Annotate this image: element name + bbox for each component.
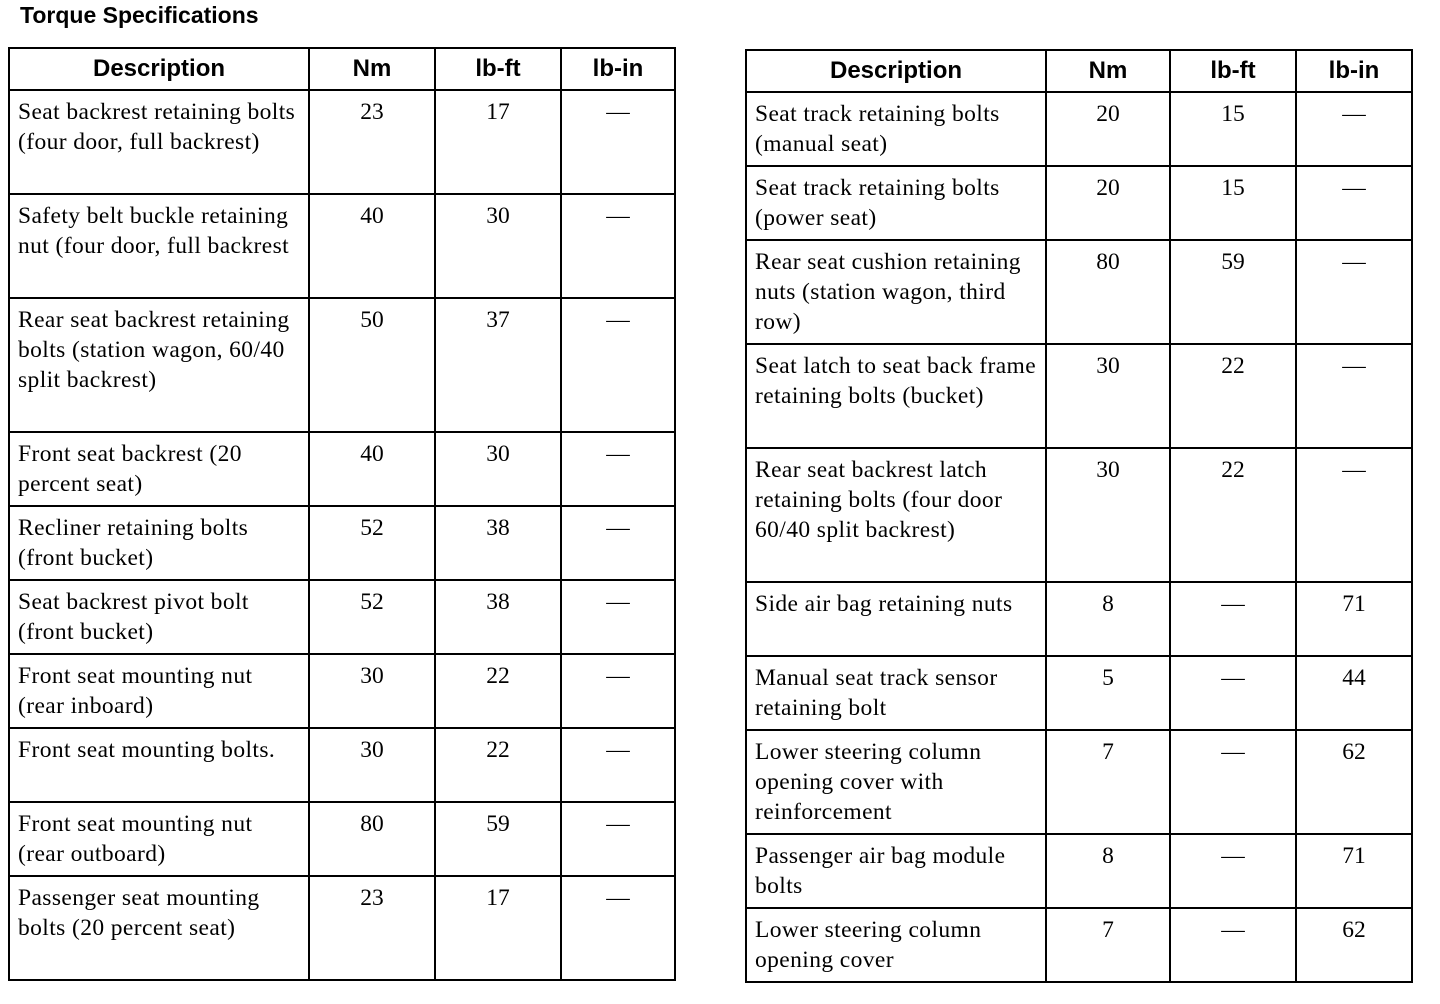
row-description: Lower steering column opening cover <box>746 908 1046 982</box>
header-lb-ft: lb-ft <box>435 48 561 90</box>
row-nm: 30 <box>309 728 435 802</box>
row-description: Rear seat backrest latch retaining bolts (four door 60/40 split backrest) <box>746 448 1046 582</box>
row-lb-in: — <box>561 876 675 980</box>
row-lb-ft: 22 <box>435 728 561 802</box>
row-lb-in: 62 <box>1296 730 1412 834</box>
row-lb-ft: 22 <box>435 654 561 728</box>
table-row <box>746 240 1412 344</box>
table-row <box>746 166 1412 240</box>
table-row <box>746 834 1412 908</box>
row-lb-in: — <box>561 194 675 298</box>
row-lb-in: 62 <box>1296 908 1412 982</box>
row-description: Passenger air bag module bolts <box>746 834 1046 908</box>
header-nm: Nm <box>309 48 435 90</box>
row-nm: 30 <box>1046 448 1170 582</box>
row-description: Seat latch to seat back frame retaining bolts (bucket) <box>746 344 1046 448</box>
row-lb-in: 71 <box>1296 582 1412 656</box>
row-lb-ft: — <box>1170 834 1296 908</box>
row-nm: 7 <box>1046 908 1170 982</box>
table-row <box>746 908 1412 982</box>
row-nm: 80 <box>309 802 435 876</box>
row-lb-ft: — <box>1170 730 1296 834</box>
row-lb-ft: 30 <box>435 432 561 506</box>
row-lb-in: — <box>561 90 675 194</box>
row-description: Safety belt buckle retaining nut (four door, full backrest <box>9 194 309 298</box>
row-lb-in: — <box>561 654 675 728</box>
row-lb-in: 44 <box>1296 656 1412 730</box>
row-nm: 52 <box>309 580 435 654</box>
row-description: Lower steering column opening cover with reinforcement <box>746 730 1046 834</box>
row-lb-ft: 17 <box>435 90 561 194</box>
row-nm: 50 <box>309 298 435 432</box>
row-nm: 80 <box>1046 240 1170 344</box>
table-row <box>746 730 1412 834</box>
row-lb-ft: 30 <box>435 194 561 298</box>
table-row <box>9 298 675 432</box>
header-lb-ft: lb-ft <box>1170 50 1296 92</box>
table-row <box>746 344 1412 448</box>
row-description: Side air bag retaining nuts <box>746 582 1046 656</box>
row-lb-in: — <box>561 506 675 580</box>
row-lb-ft: — <box>1170 656 1296 730</box>
row-lb-ft: 15 <box>1170 166 1296 240</box>
row-lb-ft: 38 <box>435 580 561 654</box>
table-header-row <box>9 48 675 90</box>
header-lb-in: lb-in <box>1296 50 1412 92</box>
row-lb-in: — <box>561 580 675 654</box>
row-lb-ft: 22 <box>1170 448 1296 582</box>
row-lb-ft: 59 <box>435 802 561 876</box>
row-nm: 7 <box>1046 730 1170 834</box>
row-lb-in: — <box>1296 240 1412 344</box>
row-lb-ft: 17 <box>435 876 561 980</box>
row-description: Seat track retaining bolts (power seat) <box>746 166 1046 240</box>
row-nm: 8 <box>1046 582 1170 656</box>
page-title: Torque Specifications <box>20 2 259 28</box>
row-nm: 23 <box>309 876 435 980</box>
header-description: Description <box>9 48 309 90</box>
row-nm: 40 <box>309 194 435 298</box>
row-description: Rear seat cushion retaining nuts (station wagon, third row) <box>746 240 1046 344</box>
row-lb-ft: — <box>1170 908 1296 982</box>
row-nm: 30 <box>309 654 435 728</box>
row-lb-in: — <box>561 298 675 432</box>
table-row <box>746 582 1412 656</box>
row-description: Front seat mounting nut (rear outboard) <box>9 802 309 876</box>
table-row <box>9 728 675 802</box>
row-lb-ft: 15 <box>1170 92 1296 166</box>
row-description: Rear seat backrest retaining bolts (station wagon, 60/40 split backrest) <box>9 298 309 432</box>
row-nm: 23 <box>309 90 435 194</box>
row-nm: 8 <box>1046 834 1170 908</box>
table-row <box>9 432 675 506</box>
row-description: Passenger seat mounting bolts (20 percent seat) <box>9 876 309 980</box>
row-nm: 5 <box>1046 656 1170 730</box>
table-row <box>9 580 675 654</box>
row-description: Seat backrest retaining bolts (four door, full backrest) <box>9 90 309 194</box>
torque-table-left <box>8 47 676 981</box>
row-lb-in: — <box>561 802 675 876</box>
row-description: Recliner retaining bolts (front bucket) <box>9 506 309 580</box>
row-description: Front seat mounting bolts. <box>9 728 309 802</box>
torque-table-right <box>745 49 1413 983</box>
table-row <box>746 448 1412 582</box>
table-row <box>9 506 675 580</box>
table-row <box>9 654 675 728</box>
header-nm: Nm <box>1046 50 1170 92</box>
row-nm: 20 <box>1046 92 1170 166</box>
table-row <box>9 802 675 876</box>
row-description: Front seat mounting nut (rear inboard) <box>9 654 309 728</box>
table-row <box>9 194 675 298</box>
row-nm: 30 <box>1046 344 1170 448</box>
row-lb-ft: 22 <box>1170 344 1296 448</box>
row-nm: 40 <box>309 432 435 506</box>
row-lb-in: — <box>1296 92 1412 166</box>
row-lb-in: — <box>1296 166 1412 240</box>
row-description: Seat backrest pivot bolt (front bucket) <box>9 580 309 654</box>
table-row <box>9 90 675 194</box>
row-lb-in: — <box>1296 448 1412 582</box>
row-description: Manual seat track sensor retaining bolt <box>746 656 1046 730</box>
row-nm: 20 <box>1046 166 1170 240</box>
row-lb-in: 71 <box>1296 834 1412 908</box>
row-lb-ft: 37 <box>435 298 561 432</box>
table-row <box>9 876 675 980</box>
table-row <box>746 92 1412 166</box>
row-description: Front seat backrest (20 percent seat) <box>9 432 309 506</box>
row-lb-ft: 59 <box>1170 240 1296 344</box>
table-row <box>746 656 1412 730</box>
table-header-row <box>746 50 1412 92</box>
row-lb-ft: — <box>1170 582 1296 656</box>
row-description: Seat track retaining bolts (manual seat) <box>746 92 1046 166</box>
row-lb-ft: 38 <box>435 506 561 580</box>
row-lb-in: — <box>561 728 675 802</box>
row-lb-in: — <box>561 432 675 506</box>
header-lb-in: lb-in <box>561 48 675 90</box>
row-lb-in: — <box>1296 344 1412 448</box>
header-description: Description <box>746 50 1046 92</box>
row-nm: 52 <box>309 506 435 580</box>
